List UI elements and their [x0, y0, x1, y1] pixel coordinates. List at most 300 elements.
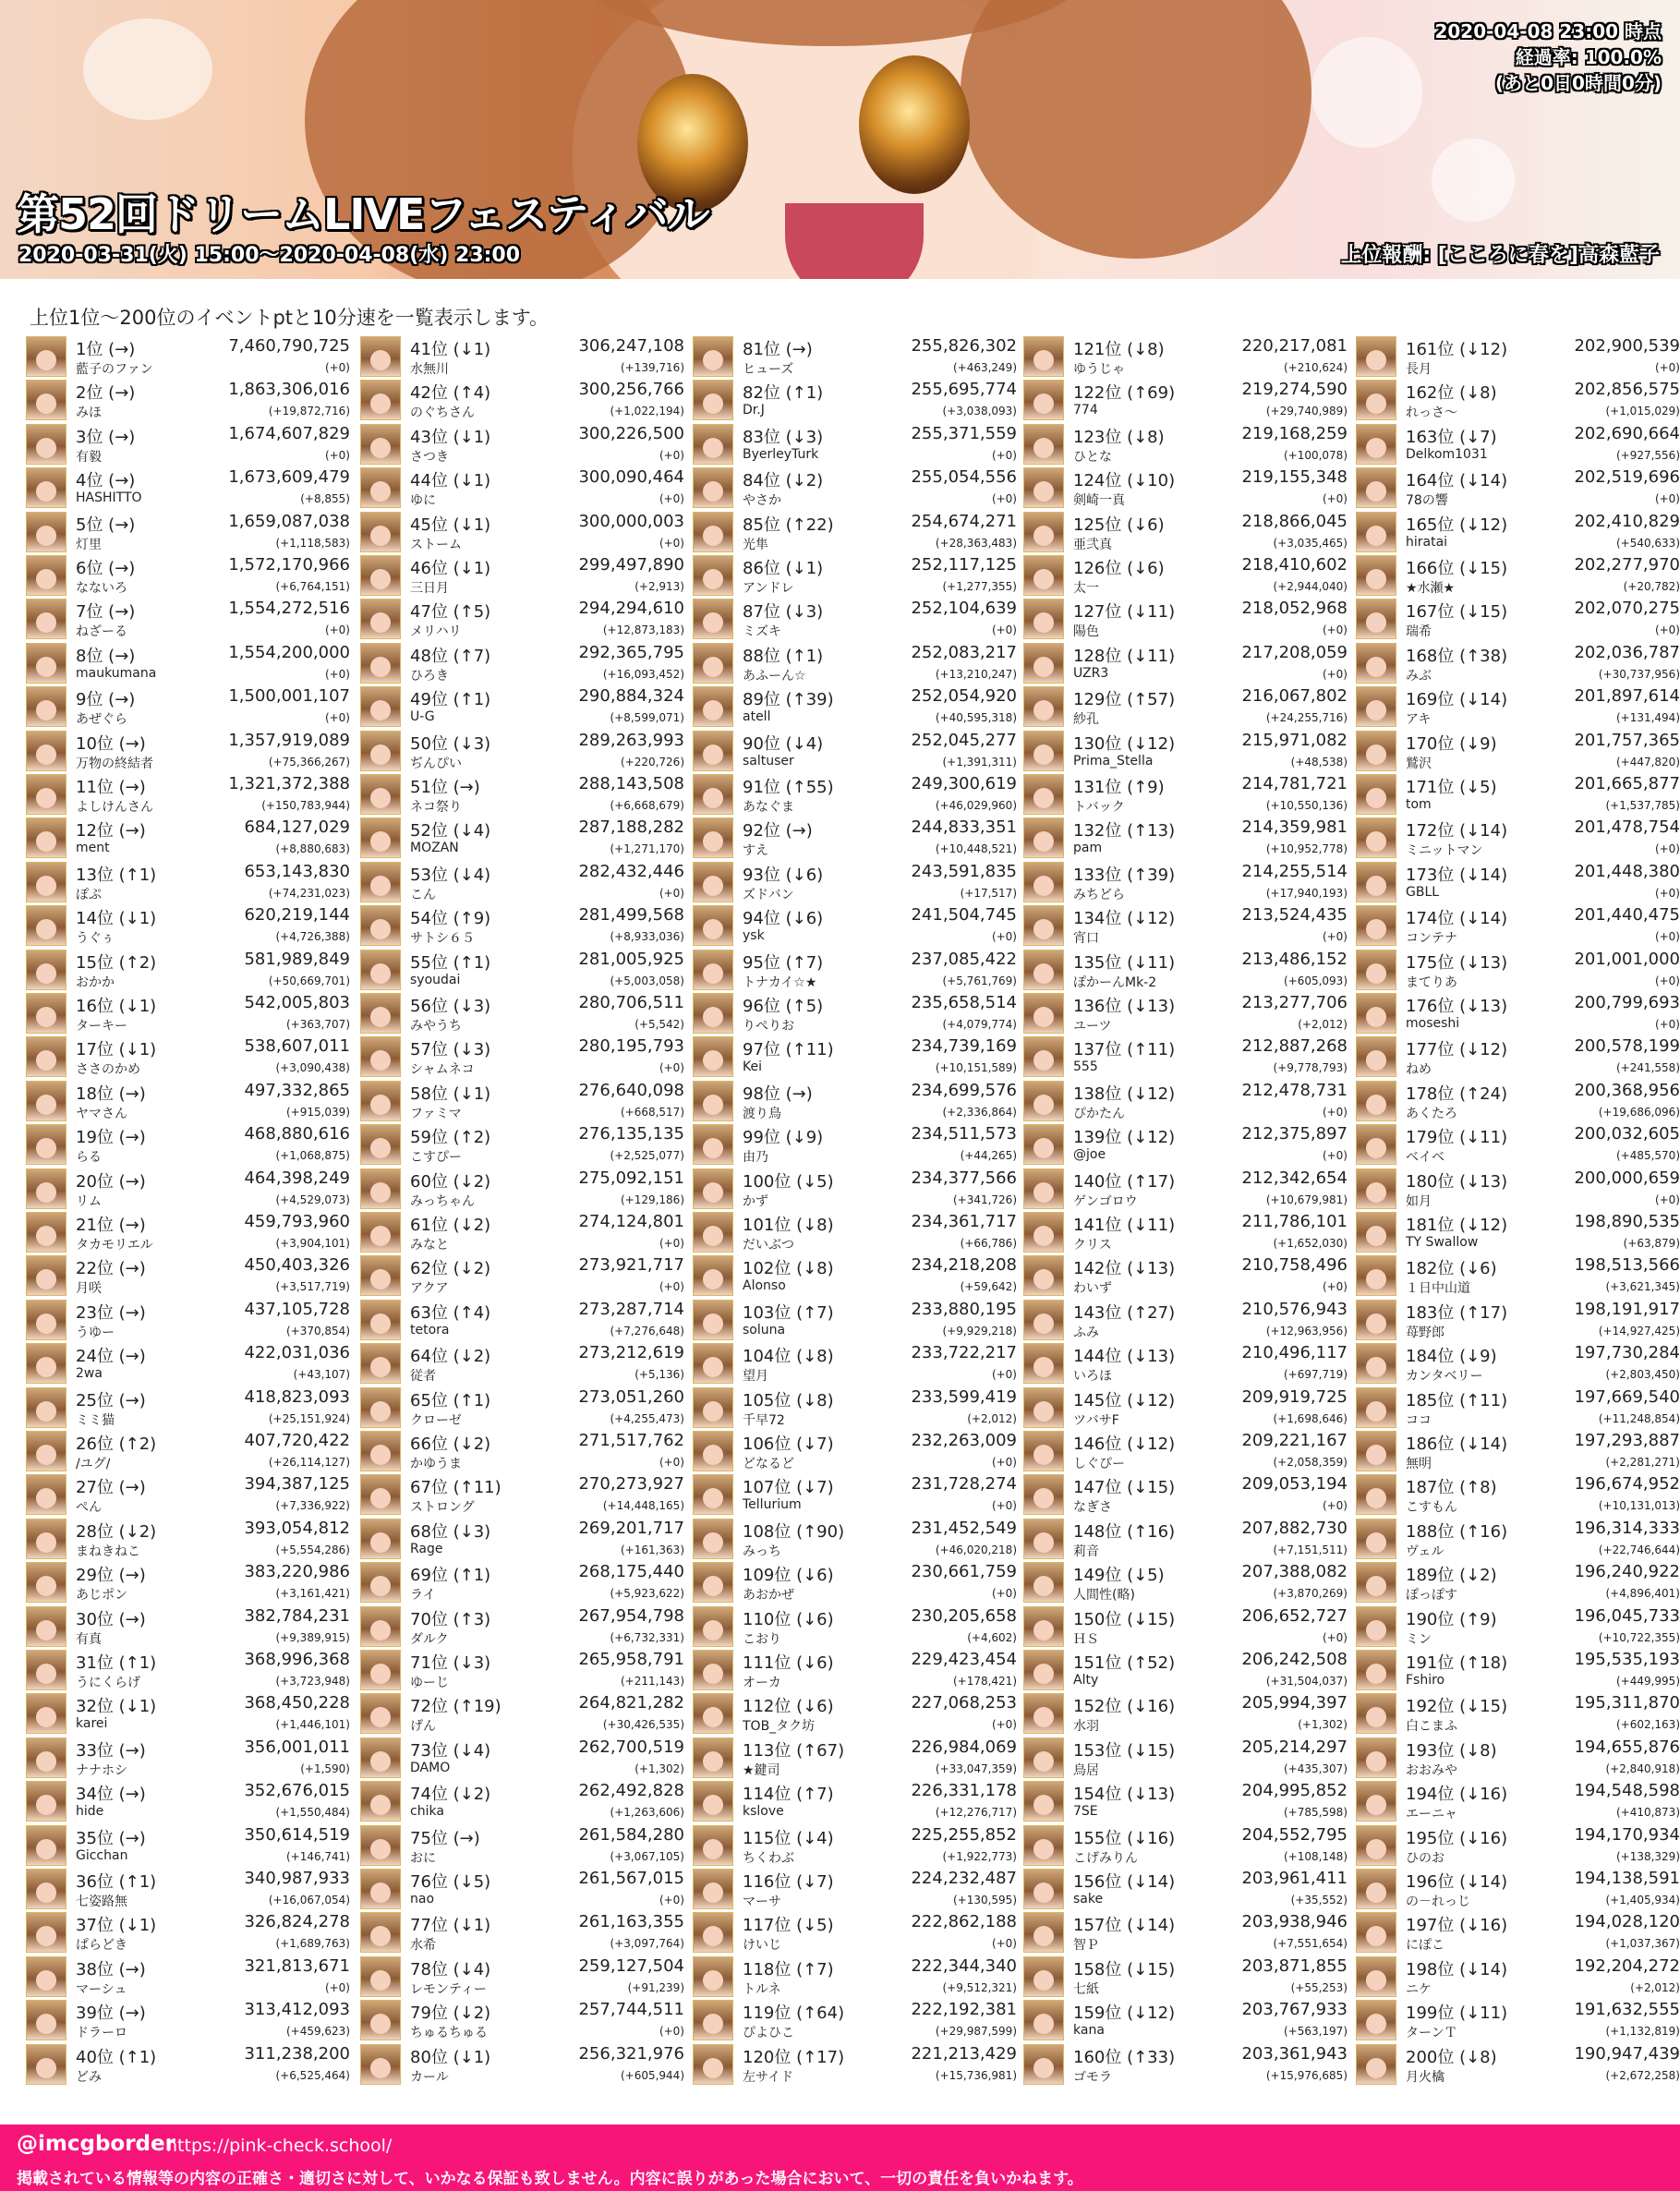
event-points: 290,884,324 [578, 686, 684, 707]
rank-label: 55位 (↑1) [410, 952, 491, 973]
rank-label: 116位 (↓7) [743, 1872, 834, 1892]
top-reward: 上位報酬: [こころに春を]高森藍子 [1341, 244, 1660, 267]
player-name: 月咲 [76, 1281, 102, 1297]
ranking-entry [360, 1823, 688, 1868]
avatar-icon [693, 336, 733, 377]
ten-minute-speed: (+363,707) [285, 1018, 350, 1031]
player-name: うゆー [76, 1325, 115, 1340]
player-name: Gicchan [76, 1847, 128, 1863]
ranking-entry [26, 684, 354, 729]
avatar-icon [360, 1343, 401, 1384]
avatar-icon [693, 1650, 733, 1690]
ranking-entry [1356, 684, 1680, 729]
ranking-entry [26, 1691, 354, 1736]
player-name: 七紙 [1073, 1981, 1099, 1997]
rank-label: 75位 (→) [410, 1828, 480, 1848]
ten-minute-speed: (+10,550,136) [1265, 799, 1348, 812]
avatar-icon [1023, 1693, 1064, 1734]
ranking-entry [693, 1604, 1021, 1649]
ten-minute-speed: (+410,873) [1615, 1806, 1680, 1820]
ranking-entry [26, 1823, 354, 1868]
avatar-icon [1023, 1474, 1064, 1515]
site-url[interactable]: https://pink-check.school/ [166, 2136, 393, 2156]
player-name: 智Ｐ [1073, 1938, 1099, 1954]
ranking-entry [26, 466, 354, 510]
ten-minute-speed: (+1,068,875) [275, 1149, 350, 1163]
player-name: だいぶつ [743, 1238, 794, 1253]
ranking-entry [1356, 729, 1680, 773]
rank-label: 84位 (↓2) [743, 471, 824, 491]
player-name: いろほ [1073, 1369, 1112, 1385]
ranking-entry [693, 1691, 1021, 1736]
ten-minute-speed: (+11,248,854) [1598, 1411, 1680, 1425]
rank-label: 114位 (↑7) [743, 1785, 834, 1805]
rank-label: 37位 (↓1) [76, 1916, 157, 1936]
avatar-icon [360, 1474, 401, 1515]
player-name: ズドバン [743, 887, 794, 902]
player-name: にぽこ [1406, 1938, 1444, 1954]
rank-label: 161位 (↓12) [1406, 340, 1508, 359]
player-name: ぱらどき [76, 1938, 127, 1954]
event-points: 207,388,082 [1241, 1562, 1348, 1582]
ten-minute-speed: (+341,726) [952, 1192, 1017, 1206]
ranking-entry [1356, 2042, 1680, 2087]
event-points: 300,256,766 [578, 380, 684, 400]
event-points: 194,028,120 [1574, 1912, 1680, 1932]
rank-label: 172位 (↓14) [1406, 821, 1508, 841]
rank-label: 46位 (↓1) [410, 559, 491, 578]
ten-minute-speed: (+220,726) [620, 755, 684, 769]
ten-minute-speed: (+1,132,819) [1605, 2025, 1680, 2039]
ranking-entry [1023, 1604, 1351, 1649]
ranking-entry [26, 1472, 354, 1517]
event-points: 198,890,535 [1574, 1212, 1680, 1231]
ranking-entry [1023, 422, 1351, 466]
rank-label: 29位 (→) [76, 1566, 146, 1586]
ranking-entry [1356, 903, 1680, 948]
ranking-entry [1023, 641, 1351, 685]
ten-minute-speed: (+19,872,716) [268, 405, 350, 418]
ranking-column [26, 334, 354, 2085]
ranking-entry [1023, 1122, 1351, 1167]
event-points: 195,311,870 [1574, 1693, 1680, 1713]
event-points: 356,001,011 [244, 1737, 350, 1757]
event-points: 653,143,830 [244, 861, 350, 881]
avatar-icon [1356, 1081, 1396, 1121]
avatar-icon [1023, 2044, 1064, 2085]
avatar-icon [693, 1606, 733, 1647]
player-name: ★水瀬★ [1406, 581, 1456, 596]
ten-minute-speed: (+59,642) [960, 1280, 1017, 1294]
event-points: 218,052,968 [1241, 599, 1348, 619]
ranking-entry [360, 1779, 688, 1823]
player-name: うぐぅ [76, 931, 115, 947]
ten-minute-speed: (+0) [991, 930, 1017, 944]
ten-minute-speed: (+0) [1654, 492, 1680, 506]
ranking-entry [1356, 641, 1680, 685]
footer-bar [0, 2124, 1680, 2191]
player-name: コンテナ [1406, 931, 1457, 947]
rank-label: 153位 (↓15) [1073, 1740, 1176, 1761]
ranking-entry [26, 1779, 354, 1823]
player-name: Tellurium [743, 1497, 802, 1513]
rank-label: 54位 (↑9) [410, 909, 491, 929]
ranking-entry [1356, 860, 1680, 904]
avatar-icon [26, 1912, 66, 1953]
player-name: kslove [743, 1804, 784, 1820]
event-points: 1,673,609,479 [228, 467, 350, 488]
rank-label: 175位 (↓13) [1406, 952, 1508, 973]
player-name: 白こまふ [1406, 1719, 1457, 1735]
event-points: 265,958,791 [578, 1650, 684, 1669]
ten-minute-speed: (+0) [991, 1587, 1017, 1601]
player-name: クリス [1073, 1238, 1112, 1253]
event-title: 第52回ドリームLIVEフェスティバル [17, 189, 709, 239]
event-points: 464,398,249 [244, 1168, 350, 1188]
avatar-icon [1356, 1036, 1396, 1077]
ten-minute-speed: (+100,078) [1283, 448, 1348, 462]
avatar-icon [26, 1300, 66, 1340]
ranking-entry [26, 1429, 354, 1473]
ten-minute-speed: (+1,446,101) [275, 1718, 350, 1732]
avatar-icon [1356, 1168, 1396, 1209]
ten-minute-speed: (+9,512,321) [942, 1980, 1017, 1994]
event-points: 194,548,598 [1574, 1781, 1680, 1801]
player-name: ぢんぴい [410, 756, 462, 771]
ranking-entry [1356, 1998, 1680, 2042]
ranking-entry [1356, 1955, 1680, 1999]
player-name: ねめ [1406, 1062, 1432, 1078]
event-points: 213,524,435 [1241, 905, 1348, 926]
event-points: 196,674,952 [1574, 1474, 1680, 1495]
player-name: 無明 [1406, 1457, 1432, 1471]
rank-label: 200位 (↓8) [1406, 2047, 1497, 2067]
player-name: ダルク [410, 1631, 449, 1647]
ranking-entry [693, 1253, 1021, 1298]
rank-label: 117位 (↓5) [743, 1916, 834, 1936]
ten-minute-speed: (+3,870,269) [1273, 1587, 1348, 1601]
ranking-entry [693, 1341, 1021, 1386]
event-points: 459,793,960 [244, 1212, 350, 1231]
avatar-icon [693, 774, 733, 815]
event-points: 210,758,496 [1241, 1255, 1348, 1276]
event-points: 259,127,504 [578, 1955, 684, 1976]
avatar-icon [693, 1124, 733, 1165]
event-points: 422,031,036 [244, 1343, 350, 1363]
avatar-icon [26, 774, 66, 815]
ranking-entry [360, 1691, 688, 1736]
rank-label: 165位 (↓12) [1406, 514, 1508, 535]
player-name: けいじ [743, 1938, 781, 1954]
ten-minute-speed: (+435,307) [1283, 1761, 1348, 1775]
rank-label: 144位 (↓13) [1073, 1347, 1176, 1367]
rank-label: 67位 (↑11) [410, 1478, 502, 1498]
event-points: 1,554,200,000 [228, 642, 350, 662]
ranking-entry [360, 378, 688, 422]
twitter-handle[interactable]: @imcgborder [17, 2132, 175, 2156]
event-points: 212,375,897 [1241, 1124, 1348, 1144]
avatar-icon [26, 512, 66, 552]
ranking-entry [1356, 1167, 1680, 1211]
event-points: 542,005,803 [244, 993, 350, 1012]
avatar-icon [1356, 1693, 1396, 1734]
player-name: ゲンゴロウ [1073, 1193, 1138, 1209]
ten-minute-speed: (+9,389,915) [275, 1630, 350, 1644]
player-name: ひろき [410, 668, 449, 684]
rank-label: 98位 (→) [743, 1083, 813, 1104]
player-name: 2wa [76, 1366, 103, 1382]
event-points: 243,591,835 [911, 861, 1017, 881]
avatar-icon [360, 1255, 401, 1296]
avatar-icon [693, 993, 733, 1034]
avatar-icon [1023, 643, 1064, 684]
event-points: 201,440,475 [1574, 905, 1680, 926]
ten-minute-speed: (+0) [991, 623, 1017, 637]
player-name: sake [1073, 1892, 1104, 1907]
ten-minute-speed: (+9,778,793) [1273, 1061, 1348, 1075]
avatar-icon [693, 555, 733, 596]
ten-minute-speed: (+22,746,644) [1598, 1543, 1680, 1556]
ranking-entry [693, 1429, 1021, 1473]
event-points: 203,871,855 [1241, 1955, 1348, 1976]
avatar-icon [26, 424, 66, 465]
ranking-entry [1356, 816, 1680, 860]
ranking-entry [26, 948, 354, 992]
rank-label: 126位 (↓6) [1073, 559, 1165, 578]
event-points: 230,661,759 [911, 1562, 1017, 1582]
event-points: 203,961,411 [1241, 1869, 1348, 1888]
event-points: 282,432,446 [578, 861, 684, 881]
player-name: ニケ [1406, 1981, 1432, 1997]
player-name: Kei [743, 1059, 762, 1075]
avatar-icon [360, 1650, 401, 1690]
avatar-icon [1023, 599, 1064, 639]
rank-label: 198位 (↓14) [1406, 1959, 1508, 1979]
ten-minute-speed: (+7,276,648) [610, 1324, 684, 1338]
ten-minute-speed: (+3,517,719) [275, 1280, 350, 1294]
player-name: ment [76, 841, 110, 856]
avatar-icon [693, 1081, 733, 1121]
rank-label: 94位 (↓6) [743, 909, 824, 929]
event-points: 202,036,787 [1574, 642, 1680, 662]
ten-minute-speed: (+66,786) [960, 1237, 1017, 1250]
ranking-entry [360, 1429, 688, 1473]
event-points: 205,214,297 [1241, 1737, 1348, 1757]
avatar-icon [1356, 1869, 1396, 1909]
rank-label: 194位 (↓16) [1406, 1785, 1508, 1805]
ten-minute-speed: (+6,764,151) [275, 580, 350, 593]
player-name: トナカイ☆★ [743, 974, 817, 990]
ranking-grid [26, 334, 1680, 2085]
ranking-entry [1356, 1472, 1680, 1517]
rank-label: 188位 (↑16) [1406, 1521, 1508, 1542]
player-name: ツバサF [1073, 1412, 1119, 1428]
event-points: 220,217,081 [1241, 336, 1348, 356]
event-points: 214,255,514 [1241, 861, 1348, 881]
rank-label: 20位 (→) [76, 1171, 146, 1192]
ranking-entry [1356, 553, 1680, 598]
rank-label: 49位 (↑1) [410, 690, 491, 710]
event-points: 437,105,728 [244, 1299, 350, 1319]
avatar-icon [1023, 1912, 1064, 1953]
rank-label: 45位 (↓1) [410, 514, 491, 535]
event-points: 222,192,381 [911, 2000, 1017, 2020]
ranking-entry [360, 1955, 688, 1999]
event-points: 276,640,098 [578, 1080, 684, 1100]
rank-label: 196位 (↓14) [1406, 1872, 1508, 1892]
player-name: ゴモラ [1073, 2069, 1112, 2085]
ranking-entry [360, 597, 688, 641]
event-points: 233,880,195 [911, 1299, 1017, 1319]
rank-label: 154位 (↓13) [1073, 1785, 1176, 1805]
ten-minute-speed: (+3,621,345) [1605, 1280, 1680, 1294]
avatar-icon [693, 1474, 733, 1515]
rank-label: 21位 (→) [76, 1216, 146, 1235]
ranking-entry [26, 1253, 354, 1298]
rank-label: 59位 (↑2) [410, 1128, 491, 1148]
player-name: どみ [76, 2069, 102, 2085]
rank-label: 53位 (↓4) [410, 865, 491, 885]
event-points: 195,535,193 [1574, 1650, 1680, 1669]
avatar-icon [26, 467, 66, 508]
rank-label: 69位 (↑1) [410, 1566, 491, 1586]
event-points: 234,511,573 [911, 1124, 1017, 1144]
rank-label: 146位 (↓12) [1073, 1434, 1176, 1454]
rank-label: 136位 (↓13) [1073, 997, 1176, 1016]
player-name: 灯里 [76, 537, 102, 552]
ranking-entry [26, 991, 354, 1035]
ten-minute-speed: (+1,302) [635, 1761, 684, 1775]
ranking-entry [26, 1341, 354, 1386]
ten-minute-speed: (+3,097,764) [610, 1937, 684, 1951]
event-points: 197,293,887 [1574, 1431, 1680, 1450]
avatar-icon [1356, 1212, 1396, 1253]
avatar-icon [360, 599, 401, 639]
ten-minute-speed: (+540,633) [1615, 536, 1680, 550]
avatar-icon [26, 1956, 66, 1997]
ten-minute-speed: (+602,163) [1615, 1718, 1680, 1732]
ten-minute-speed: (+563,197) [1283, 2025, 1348, 2039]
player-name: soluna [743, 1322, 786, 1338]
ten-minute-speed: (+0) [991, 492, 1017, 506]
player-name: 瑞希 [1406, 624, 1432, 640]
avatar-icon [360, 1825, 401, 1866]
rank-label: 5位 (→) [76, 514, 136, 535]
event-points: 255,826,302 [911, 336, 1017, 356]
ranking-entry [1356, 1867, 1680, 1911]
rank-label: 3位 (→) [76, 427, 136, 447]
rank-label: 24位 (→) [76, 1347, 146, 1367]
avatar-icon [1023, 424, 1064, 465]
player-name: こげみりん [1073, 1850, 1138, 1866]
avatar-icon [1023, 336, 1064, 377]
event-points: 468,880,616 [244, 1124, 350, 1144]
event-points: 271,517,762 [578, 1431, 684, 1450]
avatar-icon [1356, 817, 1396, 858]
ten-minute-speed: (+35,552) [1290, 1894, 1348, 1907]
rank-label: 89位 (↑39) [743, 690, 834, 710]
ten-minute-speed: (+447,820) [1615, 755, 1680, 769]
ten-minute-speed: (+5,003,058) [610, 974, 684, 987]
ten-minute-speed: (+1,022,194) [610, 405, 684, 418]
ranking-entry [1023, 1736, 1351, 1780]
ten-minute-speed: (+16,067,054) [268, 1894, 350, 1907]
ten-minute-speed: (+2,058,359) [1273, 1456, 1348, 1469]
ranking-entry [360, 553, 688, 598]
ten-minute-speed: (+0) [324, 448, 350, 462]
event-points: 289,263,993 [578, 730, 684, 750]
player-name: chika [410, 1804, 444, 1820]
avatar-icon [693, 1387, 733, 1428]
rank-label: 173位 (↓14) [1406, 865, 1508, 885]
ranking-entry [360, 334, 688, 379]
ranking-entry [1356, 1910, 1680, 1955]
avatar-icon [360, 424, 401, 465]
ranking-entry [360, 1867, 688, 1911]
rank-label: 32位 (↓1) [76, 1697, 157, 1717]
ten-minute-speed: (+12,276,717) [935, 1806, 1017, 1820]
ten-minute-speed: (+55,253) [1290, 1980, 1348, 1994]
player-name: syoudai [410, 972, 461, 987]
player-name: 水無川 [410, 362, 449, 377]
ten-minute-speed: (+3,038,093) [942, 405, 1017, 418]
rank-label: 91位 (↑55) [743, 778, 834, 797]
player-name: ＨＳ [1073, 1631, 1099, 1647]
event-points: 497,332,865 [244, 1080, 350, 1100]
avatar-icon [693, 686, 733, 727]
ranking-entry [26, 553, 354, 598]
event-points: 273,212,619 [578, 1343, 684, 1363]
ranking-entry [693, 2042, 1021, 2087]
rank-label: 96位 (↑5) [743, 997, 824, 1016]
disclaimer: 掲載されている情報等の内容の正確さ・適切さに対して、いかなる保証も致しません。内容に誤りがあった場合において、一切の責任を負いかねます。 [17, 2170, 1083, 2188]
rank-label: 88位 (↑1) [743, 646, 824, 666]
rank-label: 107位 (↓7) [743, 1478, 834, 1498]
ranking-entry [1356, 1210, 1680, 1254]
player-name: 有毅 [76, 449, 102, 465]
event-points: 383,220,986 [244, 1562, 350, 1582]
avatar-icon [360, 1124, 401, 1165]
banner-mouth [785, 203, 924, 279]
ten-minute-speed: (+4,726,388) [275, 930, 350, 944]
event-points: 274,124,801 [578, 1212, 684, 1231]
rank-label: 143位 (↑27) [1073, 1302, 1176, 1323]
event-points: 368,450,228 [244, 1693, 350, 1713]
rank-label: 39位 (→) [76, 2003, 146, 2024]
ten-minute-speed: (+668,517) [620, 1105, 684, 1119]
rank-label: 82位 (↑1) [743, 383, 824, 404]
player-name: 光隼 [743, 537, 768, 552]
player-name: リム [76, 1193, 102, 1209]
avatar-icon [693, 2044, 733, 2085]
ranking-entry [26, 1035, 354, 1079]
ten-minute-speed: (+0) [324, 361, 350, 374]
ten-minute-speed: (+915,039) [285, 1105, 350, 1119]
avatar-icon [693, 862, 733, 902]
avatar-icon [1023, 1562, 1064, 1603]
ten-minute-speed: (+7,336,922) [275, 1499, 350, 1513]
ten-minute-speed: (+0) [1322, 667, 1348, 681]
player-name: １日中山道 [1406, 1281, 1470, 1297]
event-points: 256,321,976 [578, 2043, 684, 2064]
rank-label: 6位 (→) [76, 559, 136, 578]
avatar-icon [360, 1606, 401, 1647]
avatar-icon [360, 643, 401, 684]
rank-label: 193位 (↓8) [1406, 1740, 1497, 1761]
rank-label: 113位 (↑67) [743, 1740, 845, 1761]
ranking-entry [693, 334, 1021, 379]
ten-minute-speed: (+6,668,679) [610, 799, 684, 812]
